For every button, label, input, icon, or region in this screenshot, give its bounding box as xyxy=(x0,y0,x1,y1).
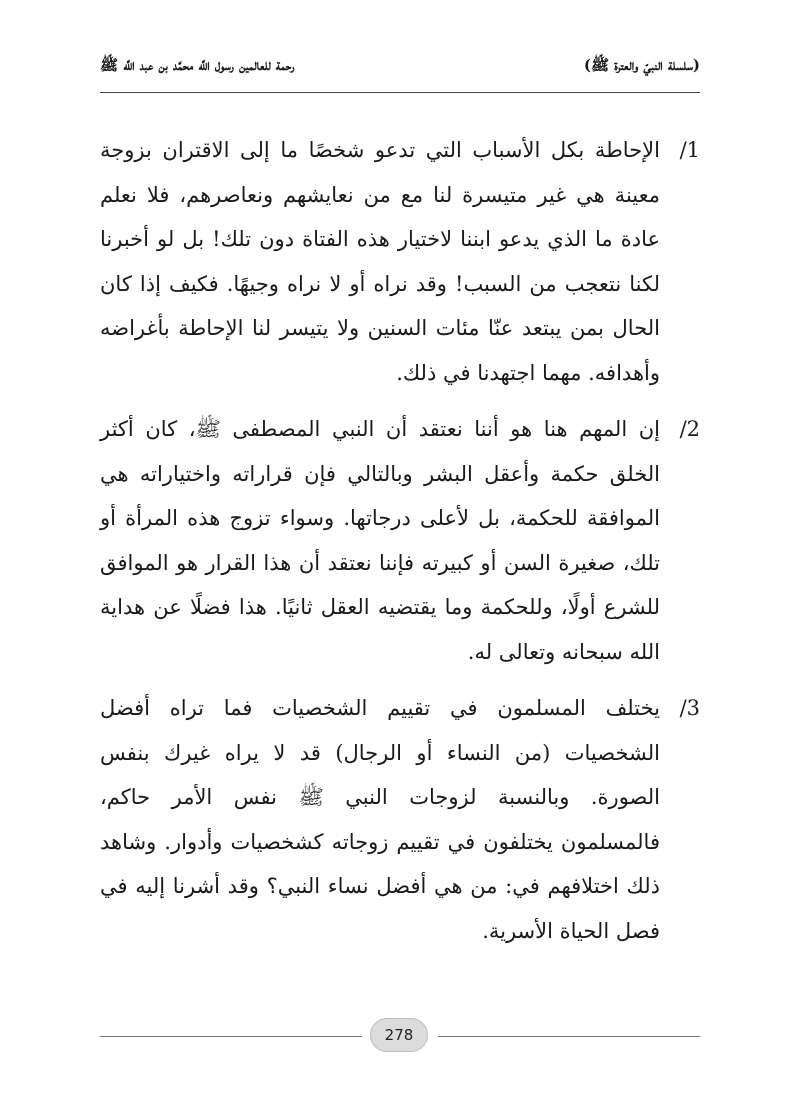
paragraph-text: يختلف المسلمون في تقييم الشخصيات فما تراه أفضل الشخصيات (من النساء أو الرجال) قد لا يراه غيرك بنفس الصورة. وبالنسبة لزوجات النبي ﷺ نفس الأمر حاكم، فالمسلمون يختلفون في تقييم زوجاته كشخصيات وأدوار. وشاهد ذلك اختلافهم في: من هي أفضل نساء النبي؟ وقد أشرنا إليه في فصل الحياة الأسرية. xyxy=(100,696,660,943)
paragraph-number: /1 xyxy=(679,138,700,162)
page-body xyxy=(100,128,700,965)
header-divider xyxy=(100,92,700,93)
paragraph-3 xyxy=(100,686,700,953)
paragraph-text: الإحاطة بكل الأسباب التي تدعو شخصًا ما إلى الاقتران بزوجة معينة هي غير متيسرة لنا مع من نعايشهم ونعاصرهم، فلا نعلم عادة ما الذي يدعو ابننا لاختيار هذه الفتاة دون تلك! بل لو أخبرنا لكنا نتعجب من السبب! وقد نراه أو لا نراه وجيهًا. فكيف إذا كان الحال بمن يبتعد عنّا مئات السنين ولا يتيسر لنا الإحاطة بأغراضه وأهدافه. مهما اجتهدنا في ذلك. xyxy=(100,138,660,385)
footer-divider-left xyxy=(100,1036,362,1037)
paragraph-1 xyxy=(100,128,700,395)
page-number-badge: 278 xyxy=(370,1018,428,1052)
paragraph-2 xyxy=(100,407,700,674)
page-footer xyxy=(100,1016,700,1056)
paragraph-number: /2 xyxy=(679,417,700,441)
paragraph-number: /3 xyxy=(679,696,700,720)
running-header xyxy=(100,56,700,78)
paragraph-text: إن المهم هنا هو أننا نعتقد أن النبي المصطفى ﷺ، كان أكثر الخلق حكمة وأعقل البشر وبالتالي فإن قراراته واختياراته هي الموافقة للحكمة، بل لأعلى درجاتها. وسواء تزوج هذه المرأة أو تلك، صغيرة السن أو كبيرته فإننا نعتقد أن هذا القرار هو الموافق للشرع أولًا، وللحكمة وما يقتضيه العقل ثانيًا. هذا فضلًا عن هداية الله سبحانه وتعالى له. xyxy=(100,417,660,664)
series-title: (سلسلة النبيّ والعترة ﷺ) xyxy=(583,56,700,74)
book-title: رحمة للعالمين رسول اللَّه محمَّد بن عبد اللَّه ﷺ xyxy=(100,56,295,74)
footer-divider-right xyxy=(438,1036,700,1037)
